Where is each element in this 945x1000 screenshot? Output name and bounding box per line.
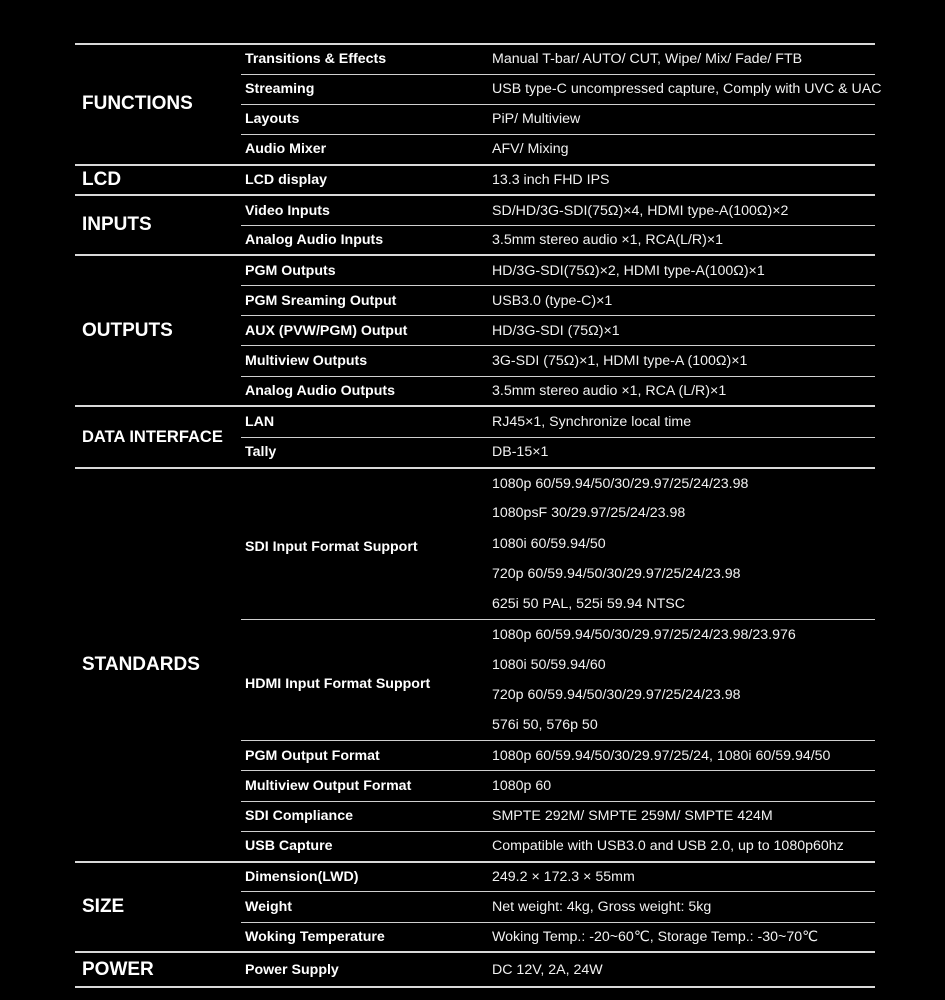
spec-label-usb-capture: USB Capture [241, 832, 489, 862]
spec-label-power-supply: Power Supply [241, 952, 489, 987]
spec-label-tally: Tally [241, 437, 489, 468]
spec-value: Net weight: 4kg, Gross weight: 5kg [489, 892, 875, 922]
spec-value: Manual T-bar/ AUTO/ CUT, Wipe/ Mix/ Fade/ FTB [489, 44, 875, 74]
spec-value: HD/3G-SDI (75Ω)×1 [489, 316, 875, 346]
spec-value: Compatible with USB3.0 and USB 2.0, up to 1080p60hz [489, 832, 875, 862]
spec-row [75, 195, 875, 225]
spec-label-multiview-output-format: Multiview Output Format [241, 771, 489, 801]
spec-row [75, 44, 875, 74]
spec-label-analog-audio-outputs: Analog Audio Outputs [241, 376, 489, 406]
spec-value: HD/3G-SDI(75Ω)×2, HDMI type-A(100Ω)×1 [489, 255, 875, 285]
category-functions: FUNCTIONS [75, 44, 241, 165]
spec-value: AFV/ Mixing [489, 134, 875, 164]
spec-label-dimension-lwd: Dimension(LWD) [241, 862, 489, 892]
spec-value: 3.5mm stereo audio ×1, RCA (L/R)×1 [489, 376, 875, 406]
category-data-interface: DATA INTERFACE [75, 406, 241, 468]
spec-label-pgm-sreaming-output: PGM Sreaming Output [241, 286, 489, 316]
spec-value: USB3.0 (type-C)×1 [489, 286, 875, 316]
spec-label-woking-temperature: Woking Temperature [241, 922, 489, 952]
spec-label-pgm-output-format: PGM Output Format [241, 741, 489, 771]
spec-table-body [75, 44, 882, 987]
spec-row [75, 165, 875, 196]
spec-value: Woking Temp.: -20~60℃, Storage Temp.: -30~70℃ [489, 922, 875, 952]
spec-label-streaming: Streaming [241, 74, 489, 104]
spec-value: SD/HD/3G-SDI(75Ω)×4, HDMI type-A(100Ω)×2 [489, 195, 875, 225]
spec-row [75, 406, 875, 437]
spec-label-video-inputs: Video Inputs [241, 195, 489, 225]
spec-label-lan: LAN [241, 406, 489, 437]
spec-label-transitions-effects: Transitions & Effects [241, 44, 489, 74]
spec-row [75, 255, 875, 285]
spec-value: 720p 60/59.94/50/30/29.97/25/24/23.98 [492, 687, 741, 704]
spec-label-pgm-outputs: PGM Outputs [241, 255, 489, 285]
spec-value: 1080p 60/59.94/50/30/29.97/25/24/23.98 [489, 468, 875, 498]
spec-value: 625i 50 PAL, 525i 59.94 NTSC [492, 596, 685, 613]
spec-value: USB type-C uncompressed capture, Comply with UVC & UAC [489, 74, 875, 104]
spec-value: SMPTE 292M/ SMPTE 259M/ SMPTE 424M [489, 801, 875, 831]
spec-label-multiview-outputs: Multiview Outputs [241, 346, 489, 376]
spec-value: PiP/ Multiview [489, 104, 875, 134]
spec-row [75, 952, 875, 987]
spec-label-audio-mixer: Audio Mixer [241, 134, 489, 164]
spec-label-sdi-input-format-support: SDI Input Format Support [241, 468, 489, 619]
spec-label-weight: Weight [241, 892, 489, 922]
spec-label-analog-audio-inputs: Analog Audio Inputs [241, 225, 489, 255]
spec-value: 1080p 60/59.94/50/30/29.97/25/24/23.98/23.976 [489, 619, 875, 649]
spec-value: 1080i 60/59.94/50 [492, 535, 606, 552]
spec-label-hdmi-input-format-support: HDMI Input Format Support [241, 619, 489, 740]
spec-value: DB-15×1 [489, 437, 875, 468]
spec-value: RJ45×1, Synchronize local time [489, 406, 875, 437]
spec-table [75, 43, 882, 988]
spec-value: 1080p 60 [489, 771, 875, 801]
spec-value: 720p 60/59.94/50/30/29.97/25/24/23.98 [492, 566, 741, 582]
spec-value: 3.5mm stereo audio ×1, RCA(L/R)×1 [489, 225, 875, 255]
spec-value: 249.2 × 172.3 × 55mm [489, 862, 875, 892]
category-standards: STANDARDS [75, 468, 241, 862]
spec-label-aux-pvw-pgm-output: AUX (PVW/PGM) Output [241, 316, 489, 346]
spec-value: 576i 50, 576p 50 [492, 717, 598, 734]
spec-label-lcd-display: LCD display [241, 165, 489, 196]
category-inputs: INPUTS [75, 195, 241, 255]
spec-value: 13.3 inch FHD IPS [489, 165, 875, 196]
category-size: SIZE [75, 862, 241, 952]
spec-label-layouts: Layouts [241, 104, 489, 134]
spec-row [75, 468, 875, 498]
spec-value: 3G-SDI (75Ω)×1, HDMI type-A (100Ω)×1 [489, 346, 875, 376]
spec-value: 1080p 60/59.94/50/30/29.97/25/24, 1080i 60/59.94/50 [489, 741, 875, 771]
spec-label-sdi-compliance: SDI Compliance [241, 801, 489, 831]
category-lcd: LCD [75, 165, 241, 196]
spec-value: 1080i 50/59.94/60 [492, 656, 606, 673]
category-outputs: OUTPUTS [75, 255, 241, 406]
spec-value: 1080psF 30/29.97/25/24/23.98 [492, 505, 686, 522]
spec-row [75, 862, 875, 892]
category-power: POWER [75, 952, 241, 987]
spec-value: DC 12V, 2A, 24W [489, 952, 875, 987]
